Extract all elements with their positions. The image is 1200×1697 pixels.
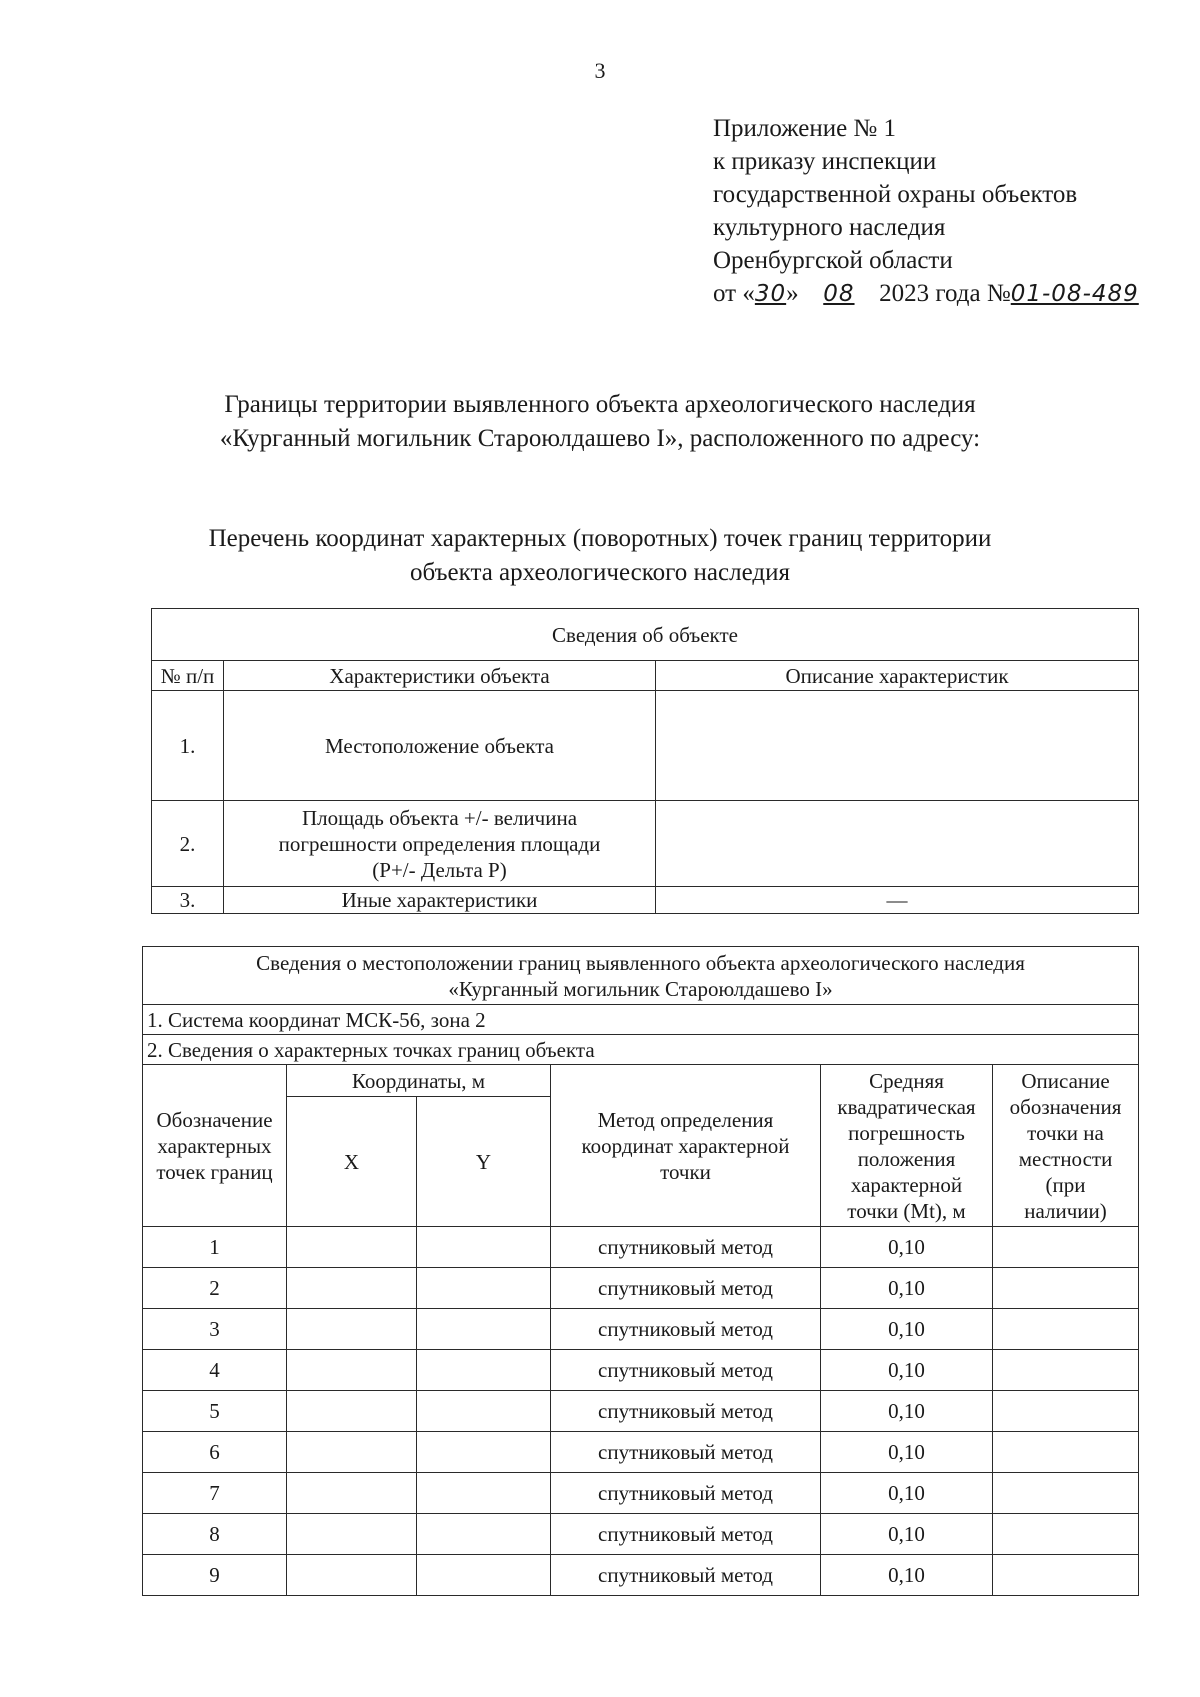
- table-row: [143, 1555, 1139, 1596]
- point-designation: 4: [143, 1350, 287, 1391]
- table-row: [143, 1227, 1139, 1268]
- header-line: местности: [1018, 1146, 1113, 1171]
- date-year: 2023 года №: [879, 280, 1011, 307]
- header-line: Обозначение: [156, 1107, 273, 1132]
- point-designation: 1: [143, 1227, 287, 1268]
- coordinate-system-row: 1. Система координат МСК-56, зона 2: [143, 1005, 1139, 1035]
- determination-method: спутниковый метод: [551, 1432, 821, 1473]
- header-line: Описание: [1021, 1068, 1110, 1093]
- mean-square-error: 0,10: [821, 1391, 993, 1432]
- header-line: погрешность: [848, 1120, 965, 1145]
- column-header: № п/п: [152, 661, 224, 691]
- coordinate-x: [287, 1432, 417, 1473]
- point-designation: 9: [143, 1555, 287, 1596]
- title-line: Границы территории выявленного объекта археологического наследия: [224, 391, 976, 418]
- point-designation: 8: [143, 1514, 287, 1555]
- determination-method: спутниковый метод: [551, 1391, 821, 1432]
- date-quote: »: [786, 280, 799, 307]
- determination-method: спутниковый метод: [551, 1350, 821, 1391]
- coordinate-x: [287, 1309, 417, 1350]
- boundary-points-table: [142, 946, 1139, 1596]
- coordinate-x: [287, 1473, 417, 1514]
- point-description: [993, 1227, 1139, 1268]
- table-row: [143, 1309, 1139, 1350]
- row-number: 1.: [152, 691, 224, 801]
- point-description: [993, 1309, 1139, 1350]
- appendix-line: Приложение № 1: [713, 115, 897, 142]
- coordinate-x: [287, 1555, 417, 1596]
- point-designation: 7: [143, 1473, 287, 1514]
- caption-line: Сведения о местоположении границ выявленного объекта археологического наследия: [256, 950, 1025, 975]
- determination-method: спутниковый метод: [551, 1268, 821, 1309]
- document-title: [0, 388, 1200, 456]
- table-row: [152, 801, 1139, 887]
- handwritten-day: 30: [754, 281, 787, 307]
- coordinate-y: [417, 1555, 551, 1596]
- coordinate-y: [417, 1268, 551, 1309]
- table-row: [143, 1391, 1139, 1432]
- coordinate-x: [287, 1227, 417, 1268]
- characteristic-name: [224, 801, 656, 887]
- table-row: [143, 1514, 1139, 1555]
- characteristic-description: —: [656, 887, 1139, 914]
- handwritten-month: 08: [823, 281, 855, 307]
- mean-square-error: 0,10: [821, 1514, 993, 1555]
- header-description: [993, 1065, 1139, 1227]
- determination-method: спутниковый метод: [551, 1309, 821, 1350]
- characteristic-description: [656, 691, 1139, 801]
- header-designation: [143, 1065, 287, 1227]
- characteristic-name-line: погрешности определения площади: [278, 831, 601, 856]
- page-number: 3: [594, 58, 606, 83]
- mean-square-error: 0,10: [821, 1309, 993, 1350]
- header-line: Средняя: [869, 1068, 944, 1093]
- header-line: точки на: [1027, 1120, 1104, 1145]
- coordinate-y: [417, 1514, 551, 1555]
- table-row: [143, 1432, 1139, 1473]
- appendix-line: культурного наследия: [713, 214, 946, 241]
- characteristic-name: Иные характеристики: [224, 887, 656, 914]
- point-description: [993, 1391, 1139, 1432]
- header-line: характерной: [850, 1172, 963, 1197]
- coordinate-y: [417, 1309, 551, 1350]
- header-error: [821, 1065, 993, 1227]
- handwritten-order-number: 01-08-489: [1010, 281, 1139, 307]
- characteristic-description: [656, 801, 1139, 887]
- row-number: 2.: [152, 801, 224, 887]
- column-header: Характеристики объекта: [224, 661, 656, 691]
- header-line: Метод определения: [597, 1107, 774, 1132]
- table-row: [143, 1473, 1139, 1514]
- determination-method: спутниковый метод: [551, 1555, 821, 1596]
- appendix-line: Оренбургской области: [713, 247, 953, 274]
- header-coordinates: Координаты, м: [287, 1065, 551, 1097]
- point-description: [993, 1514, 1139, 1555]
- determination-method: спутниковый метод: [551, 1514, 821, 1555]
- subtitle-line: объекта археологического наследия: [410, 559, 790, 586]
- header-line: (при: [1045, 1172, 1086, 1197]
- header-line: координат характерной: [581, 1133, 790, 1158]
- header-line: характерных: [157, 1133, 272, 1158]
- appendix-line: к приказу инспекции: [713, 148, 937, 175]
- appendix-line: государственной охраны объектов: [713, 181, 1078, 208]
- header-line: точки (Mt), м: [847, 1198, 966, 1223]
- object-info-table: [151, 608, 1139, 914]
- table-row: [143, 1350, 1139, 1391]
- points-section-row: 2. Сведения о характерных точках границ объекта: [143, 1035, 1139, 1065]
- characteristic-name-line: Площадь объекта +/- величина: [301, 805, 578, 830]
- header-line: обозначения: [1009, 1094, 1122, 1119]
- mean-square-error: 0,10: [821, 1473, 993, 1514]
- mean-square-error: 0,10: [821, 1268, 993, 1309]
- point-description: [993, 1268, 1139, 1309]
- title-line: «Курганный могильник Староюлдашево I», расположенного по адресу:: [219, 425, 981, 452]
- coordinate-x: [287, 1268, 417, 1309]
- header-line: точек границ: [156, 1159, 273, 1184]
- mean-square-error: 0,10: [821, 1555, 993, 1596]
- table-caption: [143, 947, 1139, 1005]
- table-caption: Сведения об объекте: [152, 609, 1139, 661]
- determination-method: спутниковый метод: [551, 1227, 821, 1268]
- point-description: [993, 1350, 1139, 1391]
- point-designation: 2: [143, 1268, 287, 1309]
- point-description: [993, 1555, 1139, 1596]
- table-row: [152, 887, 1139, 914]
- appendix-date-line: [713, 277, 1139, 311]
- point-designation: 5: [143, 1391, 287, 1432]
- header-method: [551, 1065, 821, 1227]
- coordinate-y: [417, 1473, 551, 1514]
- header-x: X: [287, 1097, 417, 1227]
- header-line: точки: [660, 1159, 711, 1184]
- mean-square-error: 0,10: [821, 1432, 993, 1473]
- column-header: Описание характеристик: [656, 661, 1139, 691]
- subtitle-line: Перечень координат характерных (поворотных) точек границ территории: [208, 525, 992, 552]
- point-designation: 3: [143, 1309, 287, 1350]
- header-line: положения: [857, 1146, 956, 1171]
- coordinate-y: [417, 1391, 551, 1432]
- point-designation: 6: [143, 1432, 287, 1473]
- header-line: квадратическая: [837, 1094, 976, 1119]
- coordinate-y: [417, 1432, 551, 1473]
- table-row: [152, 691, 1139, 801]
- coordinate-x: [287, 1350, 417, 1391]
- header-line: наличии): [1024, 1198, 1107, 1223]
- coordinate-y: [417, 1227, 551, 1268]
- mean-square-error: 0,10: [821, 1227, 993, 1268]
- coordinate-y: [417, 1350, 551, 1391]
- date-prefix: от «: [713, 280, 755, 307]
- appendix-header: [713, 112, 1139, 311]
- header-y: Y: [417, 1097, 551, 1227]
- coordinate-x: [287, 1514, 417, 1555]
- coordinate-x: [287, 1391, 417, 1432]
- point-description: [993, 1473, 1139, 1514]
- characteristic-name: Местоположение объекта: [224, 691, 656, 801]
- mean-square-error: 0,10: [821, 1350, 993, 1391]
- row-number: 3.: [152, 887, 224, 914]
- table-row: [143, 1268, 1139, 1309]
- point-description: [993, 1432, 1139, 1473]
- characteristic-name-line: (P+/- Дельта P): [372, 857, 507, 882]
- caption-line: «Курганный могильник Староюлдашево I»: [448, 976, 833, 1001]
- document-subtitle: [0, 522, 1200, 590]
- determination-method: спутниковый метод: [551, 1473, 821, 1514]
